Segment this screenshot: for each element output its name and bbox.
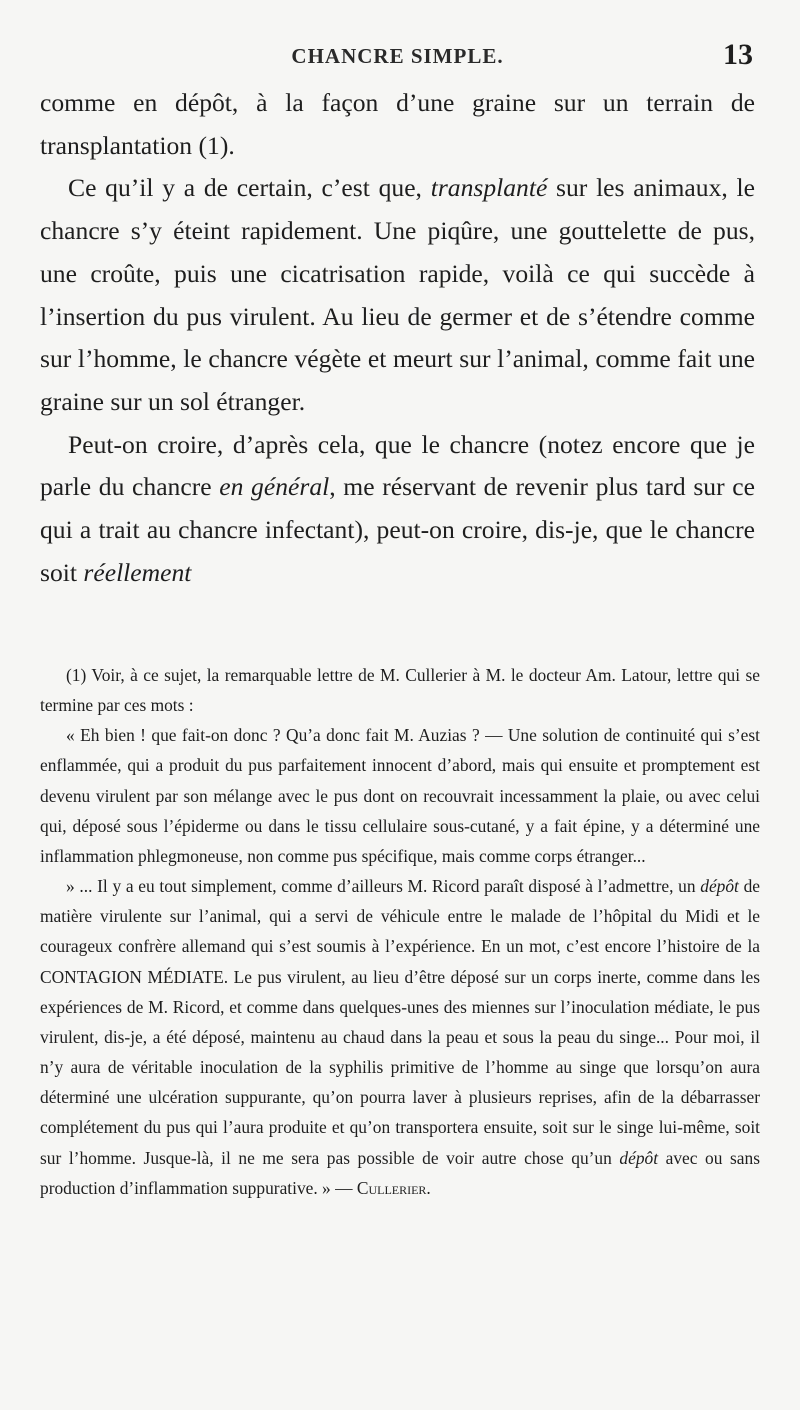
footnote-quote-1: « Eh bien ! que fait-on donc ? Qu’a donc fait M. Auzias ? — Une solution de continuité qui s’est enflammée, qui a produit du pus parfaitement innocent d’abord, mais qui ensuite et promptement est devenu virulent par son mélange avec le pus dont on recouvrait incessamment la plaie, ou avec celui qui, déposé sous l’épiderme ou dans le tissu cellulaire sous-cutané, y a fait épine, y a déterminé une inflammation phlegmoneuse, non comme pus spécifique, mais comme corps étranger... — [40, 725, 760, 866]
paragraph-1 — [40, 82, 755, 167]
running-head — [40, 38, 755, 78]
footnote-quote-2-a: » ... Il y a eu tout simplement, comme d’ailleurs M. Ricord paraît disposé à l’admettre, un — [66, 876, 701, 897]
main-text — [40, 82, 755, 594]
paragraph-2-rest: sur les animaux, le chancre s’y éteint rapidement. Une piqûre, une gouttelette de pus, une croûte, puis une cicatrisation rapide, voilà ce qui succède à l’insertion du pus virulent. Au lieu de germer et de s’étendre comme sur l’homme, le chancre végète et meurt sur l’animal, comme fait une graine sur un sol étranger. — [40, 173, 755, 416]
paragraph-3-emphasis-1: en général — [219, 472, 330, 502]
footnote — [40, 660, 760, 1203]
paragraph-2-start: Ce qu’il y a de certain, c’est que, — [68, 173, 431, 203]
paragraph-3 — [40, 424, 755, 595]
footnote-author: Cullerier. — [356, 1177, 431, 1198]
footnote-small-caps-term: CONTAGION MÉDIATE — [40, 966, 224, 987]
paragraph-2 — [40, 167, 755, 423]
footnote-intro: (1) Voir, à ce sujet, la remarquable lettre de M. Cullerier à M. le docteur Am. Latour, lettre qui se termine par ces mots : — [40, 665, 760, 716]
footnote-emphasis-depot-2: dépôt — [619, 1147, 659, 1168]
page-number: 13 — [723, 38, 753, 71]
paragraph-3-middle: , me réservant de revenir plus tard sur ce qui a trait au chancre infectant), peut-on croire, dis-je, que le chancre soit — [40, 472, 755, 587]
footnote-quote-2 — [40, 871, 760, 1203]
paragraph-2-emphasis: transplanté — [430, 173, 548, 203]
footnote-quote-2-c: . Le pus virulent, au lieu d’être déposé sur un corps inerte, comme dans les expériences de M. Ricord, et comme dans quelques-unes des miennes sur l’inoculation médiate, le pus virulent, dis-je, a été déposé, maintenu au chaud dans la peau et sous la peau du singe... Pour moi, il n’y aura de véritable inoculation de la syphilis primitive de l’homme au singe que lorsqu’on aura déterminé une ulcération suppurante, qu’on pourra laver à plusieurs reprises, afin de la débarrasser complétement du pus qui l’aura produite et qu’on transportera ensuite, soit sur le singe lui-même, soit sur l’homme. Jusque-là, il ne me sera pas possible de voir autre chose qu’un — [40, 966, 760, 1168]
footnote-quote-2-d: avec ou sans production d’inflammation suppurative. » — — [40, 1147, 760, 1198]
paragraph-3-start: Peut-on croire, d’après cela, que le chancre (notez encore que je parle du chancre — [40, 429, 755, 502]
running-title: CHANCRE SIMPLE. — [291, 44, 504, 68]
paragraph-1-text: comme en dépôt, à la façon d’une graine sur un terrain de transplantation (1). — [40, 88, 755, 160]
footnote-quote-2-b: de matière virulente sur l’animal, qui a servi de véhicule entre le malade de l’hôpital du Midi et le courageux confrère allemand qui s’est soumis à l’expérience. En un mot, c’est encore l’histoire de la — [40, 876, 761, 957]
paragraph-3-emphasis-2: réellement — [83, 557, 192, 587]
footnote-emphasis-depot-1: dépôt — [700, 876, 739, 897]
